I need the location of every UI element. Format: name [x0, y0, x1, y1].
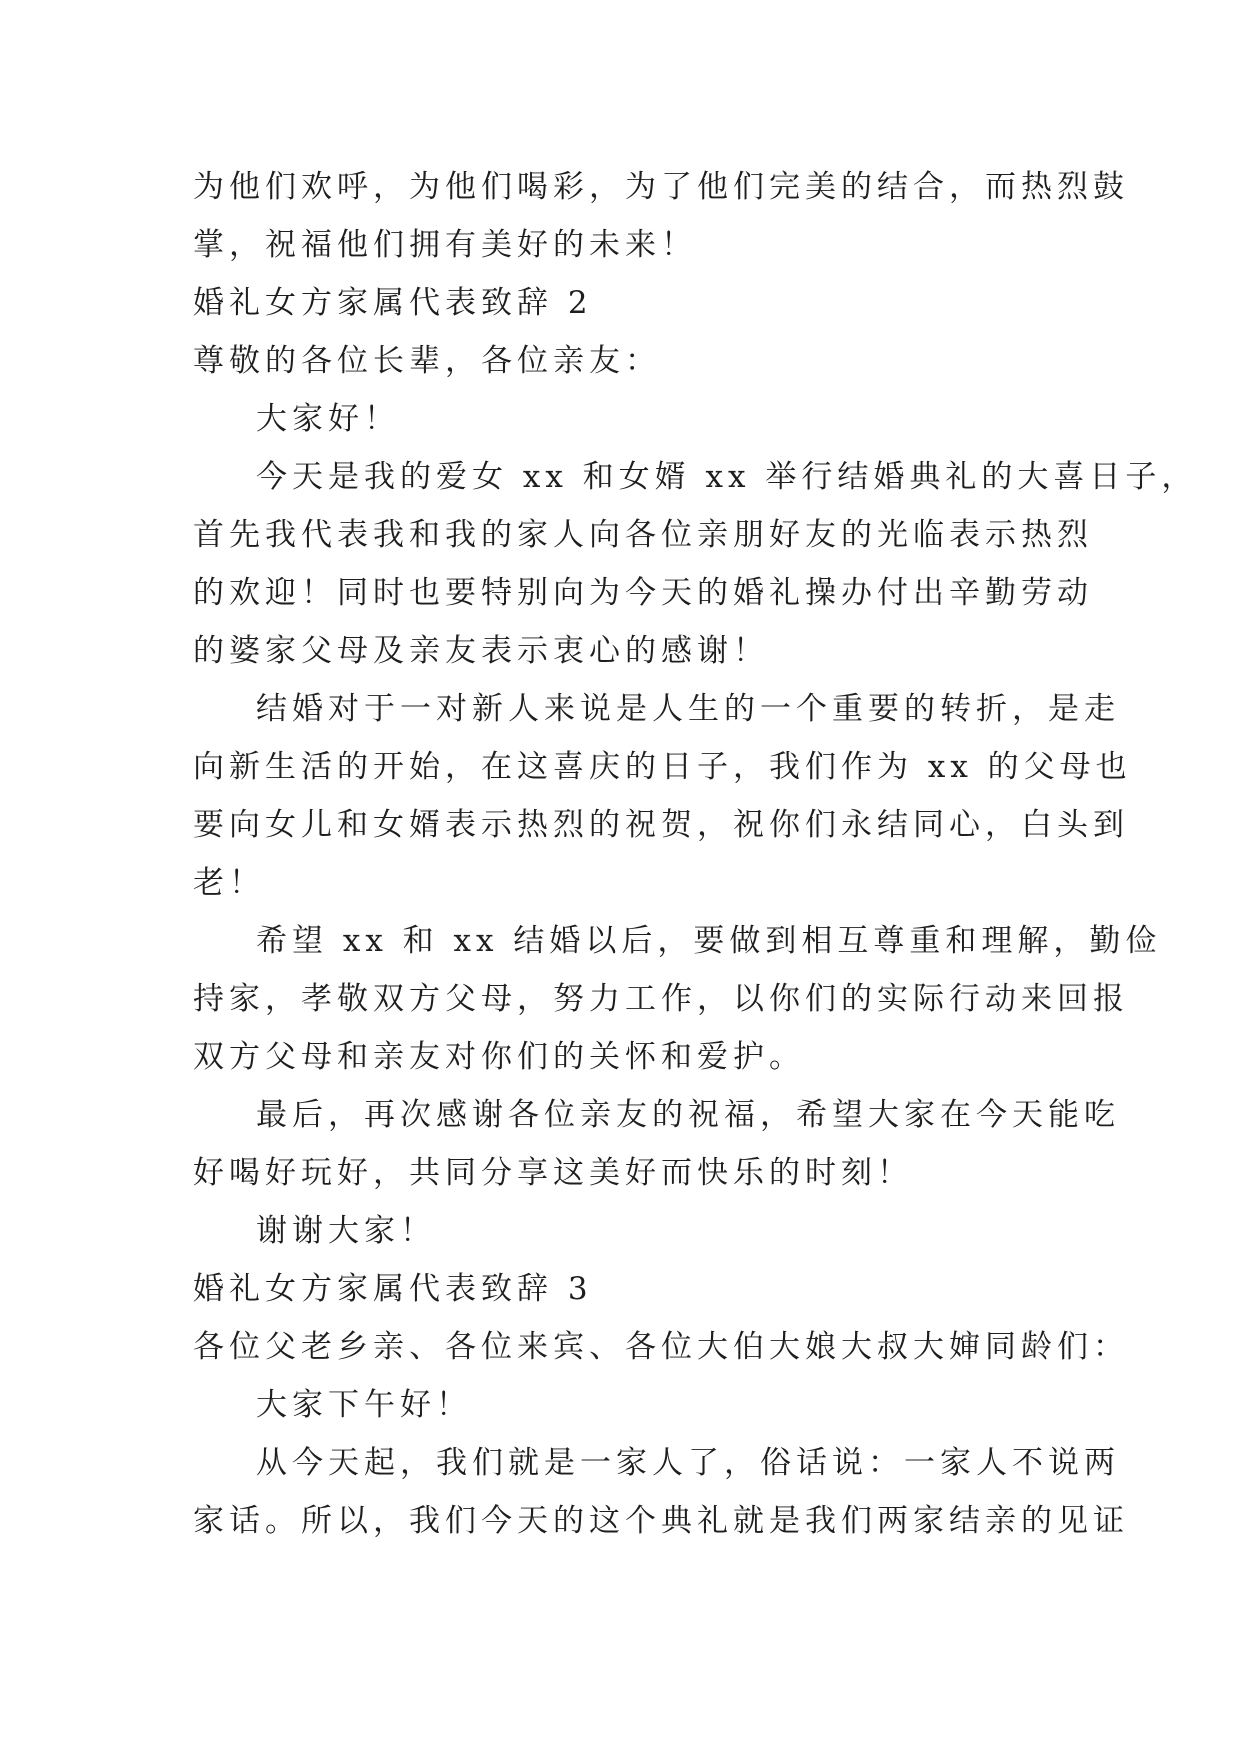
paragraph-start: 最后，再次感谢各位亲友的祝福，希望大家在今天能吃 [256, 1097, 1120, 1133]
text-line: 的欢迎！同时也要特别向为今天的婚礼操办付出辛勤劳动 [193, 575, 1093, 611]
text-line: 要向女儿和女婿表示热烈的祝贺，祝你们永结同心，白头到 [193, 807, 1129, 843]
text-line: 向新生活的开始，在这喜庆的日子，我们作为 xx 的父母也 [193, 749, 1132, 785]
text-line: 双方父母和亲友对你们的关怀和爱护。 [193, 1039, 805, 1075]
text-line: 持家，孝敬双方父母，努力工作，以你们的实际行动来回报 [193, 981, 1129, 1017]
greeting: 大家下午好！ [256, 1387, 472, 1423]
salutation: 尊敬的各位长辈，各位亲友： [193, 343, 661, 379]
text-line: 家话。所以，我们今天的这个典礼就是我们两家结亲的见证 [193, 1503, 1129, 1539]
paragraph-start: 希望 xx 和 xx 结婚以后，要做到相互尊重和理解，勤俭 [256, 923, 1162, 959]
greeting: 大家好！ [256, 401, 400, 437]
text-line: 为他们欢呼，为他们喝彩，为了他们完美的结合，而热烈鼓 [193, 169, 1129, 205]
text-line: 掌，祝福他们拥有美好的未来！ [193, 227, 697, 263]
paragraph-start: 结婚对于一对新人来说是人生的一个重要的转折，是走 [256, 691, 1120, 727]
section-heading: 婚礼女方家属代表致辞 3 [193, 1271, 593, 1307]
salutation: 各位父老乡亲、各位来宾、各位大伯大娘大叔大婶同龄们： [193, 1329, 1129, 1365]
text-line: 老！ [193, 865, 265, 901]
text-line: 好喝好玩好，共同分享这美好而快乐的时刻！ [193, 1155, 913, 1191]
paragraph-start: 今天是我的爱女 xx 和女婿 xx 举行结婚典礼的大喜日子， [256, 459, 1198, 495]
text-line: 的婆家父母及亲友表示衷心的感谢！ [193, 633, 769, 669]
section-heading: 婚礼女方家属代表致辞 2 [193, 285, 593, 321]
closing-line: 谢谢大家！ [256, 1213, 436, 1249]
document-body [193, 158, 1198, 1550]
text-line: 首先我代表我和我的家人向各位亲朋好友的光临表示热烈 [193, 517, 1093, 553]
paragraph-start: 从今天起，我们就是一家人了，俗话说：一家人不说两 [256, 1445, 1120, 1481]
